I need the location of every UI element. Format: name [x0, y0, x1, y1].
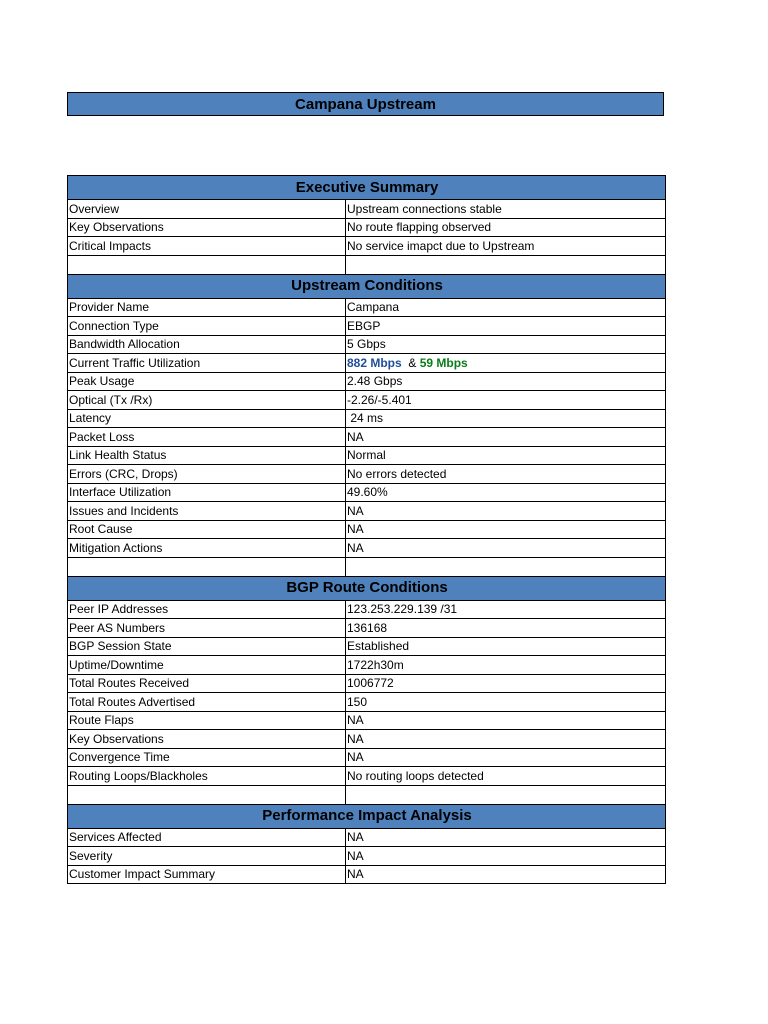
- table-row: [68, 656, 666, 675]
- row-value: NA: [346, 428, 666, 447]
- row-label: Connection Type: [68, 317, 346, 336]
- report-table: [67, 175, 666, 884]
- row-label: Optical (Tx /Rx): [68, 391, 346, 410]
- row-label: Peer IP Addresses: [68, 600, 346, 619]
- row-label: Overview: [68, 200, 346, 219]
- table-row: [68, 335, 666, 354]
- table-row: [68, 409, 666, 428]
- table-row: [68, 200, 666, 219]
- spacer-row: [68, 557, 666, 576]
- section-title: Upstream Conditions: [68, 274, 666, 298]
- table-row: [68, 674, 666, 693]
- table-row: [68, 637, 666, 656]
- row-label: Mitigation Actions: [68, 539, 346, 558]
- table-row: [68, 847, 666, 866]
- table-row: [68, 354, 666, 373]
- row-value: NA: [346, 502, 666, 521]
- row-value: 1722h30m: [346, 656, 666, 675]
- section-header-upstream-conditions: [68, 274, 666, 298]
- row-label: Packet Loss: [68, 428, 346, 447]
- table-row: [68, 372, 666, 391]
- row-value: [346, 354, 666, 373]
- row-value: NA: [346, 730, 666, 749]
- row-label: Convergence Time: [68, 748, 346, 767]
- spacer-row: [68, 785, 666, 804]
- row-value: NA: [346, 711, 666, 730]
- row-label: Errors (CRC, Drops): [68, 465, 346, 484]
- row-value: -2.26/-5.401: [346, 391, 666, 410]
- row-value: 150: [346, 693, 666, 712]
- table-row: [68, 539, 666, 558]
- table-row: [68, 767, 666, 786]
- row-value: 2.48 Gbps: [346, 372, 666, 391]
- row-value: No routing loops detected: [346, 767, 666, 786]
- row-value: NA: [346, 520, 666, 539]
- section-header-executive-summary: [68, 176, 666, 200]
- row-label: Latency: [68, 409, 346, 428]
- row-value: NA: [346, 847, 666, 866]
- table-row: [68, 237, 666, 256]
- row-label: BGP Session State: [68, 637, 346, 656]
- row-label: Current Traffic Utilization: [68, 354, 346, 373]
- row-label: Routing Loops/Blackholes: [68, 767, 346, 786]
- row-value: Normal: [346, 446, 666, 465]
- table-row: [68, 600, 666, 619]
- section-title: Performance Impact Analysis: [68, 804, 666, 828]
- table-row: [68, 865, 666, 884]
- table-row: [68, 748, 666, 767]
- spacer-row: [68, 255, 666, 274]
- table-row: [68, 428, 666, 447]
- row-label: Critical Impacts: [68, 237, 346, 256]
- row-value: Campana: [346, 298, 666, 317]
- table-row: [68, 483, 666, 502]
- row-value: 123.253.229.139 /31: [346, 600, 666, 619]
- table-row: [68, 502, 666, 521]
- row-label: Provider Name: [68, 298, 346, 317]
- row-label: Key Observations: [68, 730, 346, 749]
- row-value: EBGP: [346, 317, 666, 336]
- table-row: [68, 828, 666, 847]
- section-title: BGP Route Conditions: [68, 576, 666, 600]
- section-header-performance-impact: [68, 804, 666, 828]
- traffic-separator: &: [408, 355, 417, 370]
- row-value: NA: [346, 539, 666, 558]
- row-label: Key Observations: [68, 218, 346, 237]
- row-value: NA: [346, 828, 666, 847]
- table-row: [68, 619, 666, 638]
- row-value: 1006772: [346, 674, 666, 693]
- row-label: Issues and Incidents: [68, 502, 346, 521]
- row-value: Established: [346, 637, 666, 656]
- row-value: NA: [346, 748, 666, 767]
- row-label: Services Affected: [68, 828, 346, 847]
- row-value: 136168: [346, 619, 666, 638]
- table-row: [68, 520, 666, 539]
- table-row: [68, 446, 666, 465]
- page-title: Campana Upstream: [67, 92, 664, 116]
- row-value: Upstream connections stable: [346, 200, 666, 219]
- row-label: Peak Usage: [68, 372, 346, 391]
- row-value: No errors detected: [346, 465, 666, 484]
- row-value: No route flapping observed: [346, 218, 666, 237]
- row-label: Interface Utilization: [68, 483, 346, 502]
- row-value: 5 Gbps: [346, 335, 666, 354]
- row-label: Root Cause: [68, 520, 346, 539]
- row-value: 49.60%: [346, 483, 666, 502]
- row-label: Bandwidth Allocation: [68, 335, 346, 354]
- table-row: [68, 693, 666, 712]
- row-label: Uptime/Downtime: [68, 656, 346, 675]
- row-label: Total Routes Received: [68, 674, 346, 693]
- row-label: Link Health Status: [68, 446, 346, 465]
- table-row: [68, 465, 666, 484]
- row-value: 24 ms: [346, 409, 666, 428]
- table-row: [68, 730, 666, 749]
- rx-traffic-value: 59 Mbps: [419, 355, 468, 370]
- section-header-bgp-route-conditions: [68, 576, 666, 600]
- section-title: Executive Summary: [68, 176, 666, 200]
- row-value: NA: [346, 865, 666, 884]
- row-value: No service imapct due to Upstream: [346, 237, 666, 256]
- row-label: Peer AS Numbers: [68, 619, 346, 638]
- table-row: [68, 391, 666, 410]
- row-label: Severity: [68, 847, 346, 866]
- row-label: Customer Impact Summary: [68, 865, 346, 884]
- row-label: Total Routes Advertised: [68, 693, 346, 712]
- row-label: Route Flaps: [68, 711, 346, 730]
- table-row: [68, 218, 666, 237]
- tx-traffic-value: 882 Mbps: [347, 355, 402, 370]
- table-row: [68, 298, 666, 317]
- table-row: [68, 711, 666, 730]
- table-row: [68, 317, 666, 336]
